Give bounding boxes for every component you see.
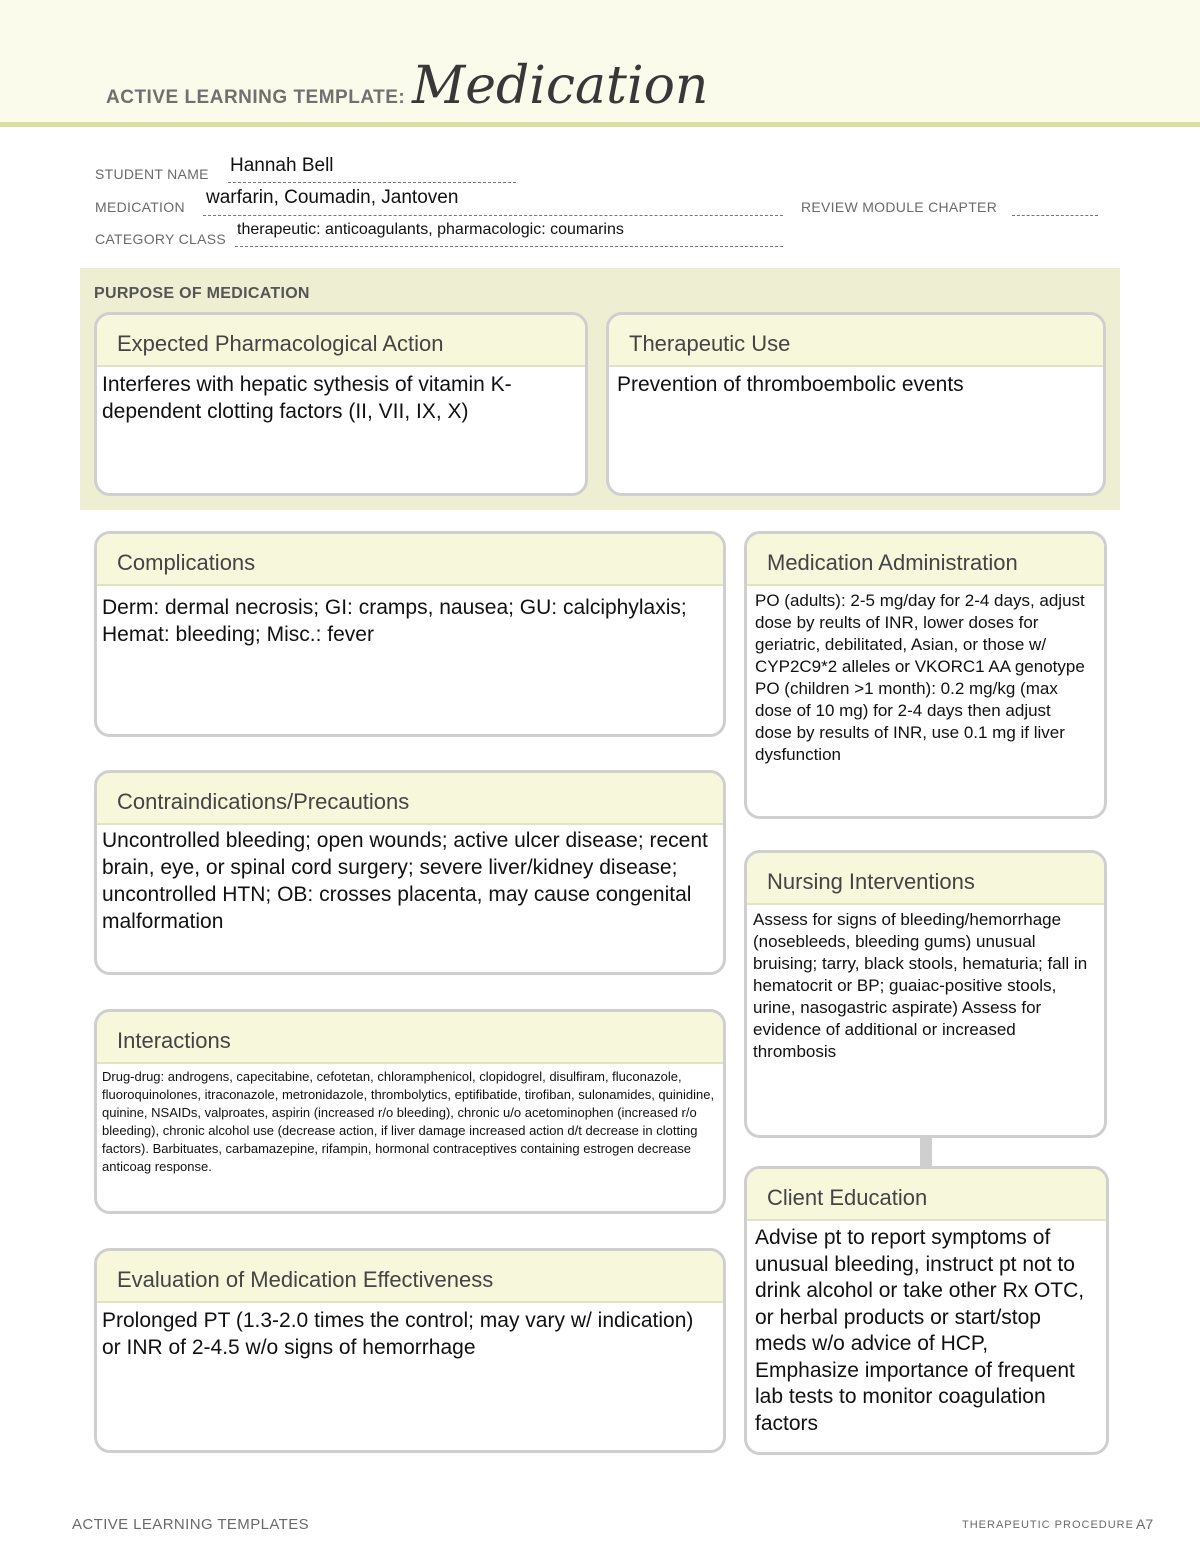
header-rule: [0, 122, 1200, 127]
nursing-text[interactable]: Assess for signs of bleeding/hemorrhage (nosebleeds, bleeding gums) unusual bruising; tarry, black stools, hematuria; fall in hematocrit or BP; guaiac-positive stools, urine, nasogastric aspirate) Assess for evidence of additional or increased thrombosis: [753, 910, 1088, 1061]
client-education-text[interactable]: Advise pt to report symptoms of unusual bleeding, instruct pt not to drink alcohol or take other Rx OTC, or herbal products or start/stop meds w/o advice of HCP, Emphasize importance of frequent lab tests to monitor coagulation factors: [755, 1226, 1085, 1435]
interactions-title: Interactions: [97, 1012, 723, 1064]
expected-action-text[interactable]: Interferes with hepatic sythesis of vitamin K-dependent clotting factors (II, VII, IX, X): [102, 373, 512, 423]
interactions-text[interactable]: Drug-drug: androgens, capecitabine, cefotetan, chloramphenicol, clopidogrel, disulfiram, fluconazole, fluoroquinolones, itraconazole, metronidazole, thrombolytics, eptifibatide, tirofiban, sulonamides, quinidine, quinine, NSAIDs, valproates, aspirin (increased r/o bleeding), chronic u/o acetominophen (increased r/o bleeding), chronic alcohol use (decrease action, if liver damage increased action d/t decrease in clotting factors). Barbituates, carbamazepine, rifampin, hormonal contraceptives containing estrogen decrease anticoag response.: [102, 1069, 715, 1174]
complications-card: [94, 531, 726, 737]
category-class-line: [235, 246, 783, 247]
category-class-field[interactable]: therapeutic: anticoagulants, pharmacologic: coumarins: [237, 221, 624, 238]
client-education-card: [744, 1166, 1109, 1455]
therapeutic-use-card: [606, 312, 1106, 496]
expected-action-title: Expected Pharmacological Action: [97, 315, 585, 367]
contraindications-text[interactable]: Uncontrolled bleeding; open wounds; active ulcer disease; recent brain, eye, or spinal cord surgery; severe liver/kidney disease; uncontrolled HTN; OB: crosses placenta, may cause congenital malformation: [102, 829, 708, 933]
nursing-title: Nursing Interventions: [747, 853, 1104, 905]
student-name-field[interactable]: Hannah Bell: [230, 155, 334, 176]
footer-right-label: THERAPEUTIC PROCEDURE: [962, 1519, 1134, 1531]
purpose-heading: PURPOSE OF MEDICATION: [94, 285, 310, 302]
therapeutic-use-title: Therapeutic Use: [609, 315, 1103, 367]
nursing-card: [744, 850, 1107, 1138]
template-label: ACTIVE LEARNING TEMPLATE:: [106, 87, 406, 108]
administration-card: [744, 531, 1107, 819]
medication-line: [203, 215, 783, 216]
interactions-card: [94, 1009, 726, 1214]
contraindications-title: Contraindications/Precautions: [97, 773, 723, 825]
evaluation-text[interactable]: Prolonged PT (1.3-2.0 times the control; may vary w/ indication) or INR of 2-4.5 w/o signs of hemorrhage: [102, 1309, 694, 1359]
expected-action-card: [94, 312, 588, 496]
review-module-line: [1012, 215, 1098, 216]
evaluation-card: [94, 1248, 726, 1453]
page-title: Medication: [412, 56, 709, 116]
complications-text[interactable]: Derm: dermal necrosis; GI: cramps, nausea; GU: calciphylaxis; Hemat: bleeding; Misc.: fever: [102, 596, 687, 646]
medication-field[interactable]: warfarin, Coumadin, Jantoven: [206, 187, 459, 208]
therapeutic-use-text[interactable]: Prevention of thromboembolic events: [617, 373, 964, 396]
medication-label: MEDICATION: [95, 199, 185, 215]
student-name-line: [228, 182, 516, 183]
footer-left-label: ACTIVE LEARNING TEMPLATES: [72, 1516, 309, 1533]
category-class-label: CATEGORY CLASS: [95, 231, 227, 247]
student-name-label: STUDENT NAME: [95, 166, 209, 182]
page-number: A7: [1136, 1516, 1154, 1532]
administration-title: Medication Administration: [747, 534, 1104, 586]
client-education-title: Client Education: [747, 1169, 1106, 1221]
complications-title: Complications: [97, 534, 723, 586]
card-connector: [920, 1136, 932, 1166]
evaluation-title: Evaluation of Medication Effectiveness: [97, 1251, 723, 1303]
review-module-label: REVIEW MODULE CHAPTER: [801, 199, 998, 215]
administration-text[interactable]: PO (adults): 2-5 mg/day for 2-4 days, adjust dose by reults of INR, lower doses for geriatric, debilitated, Asian, or those w/ CYP2C9*2 alleles or VKORC1 AA genotype PO (children >1 month): 0.2 mg/kg (max dose of 10 mg) for 2-4 days then adjust dose by results of INR, use 0.1 mg if liver dysfunction: [755, 591, 1085, 764]
contraindications-card: [94, 770, 726, 975]
